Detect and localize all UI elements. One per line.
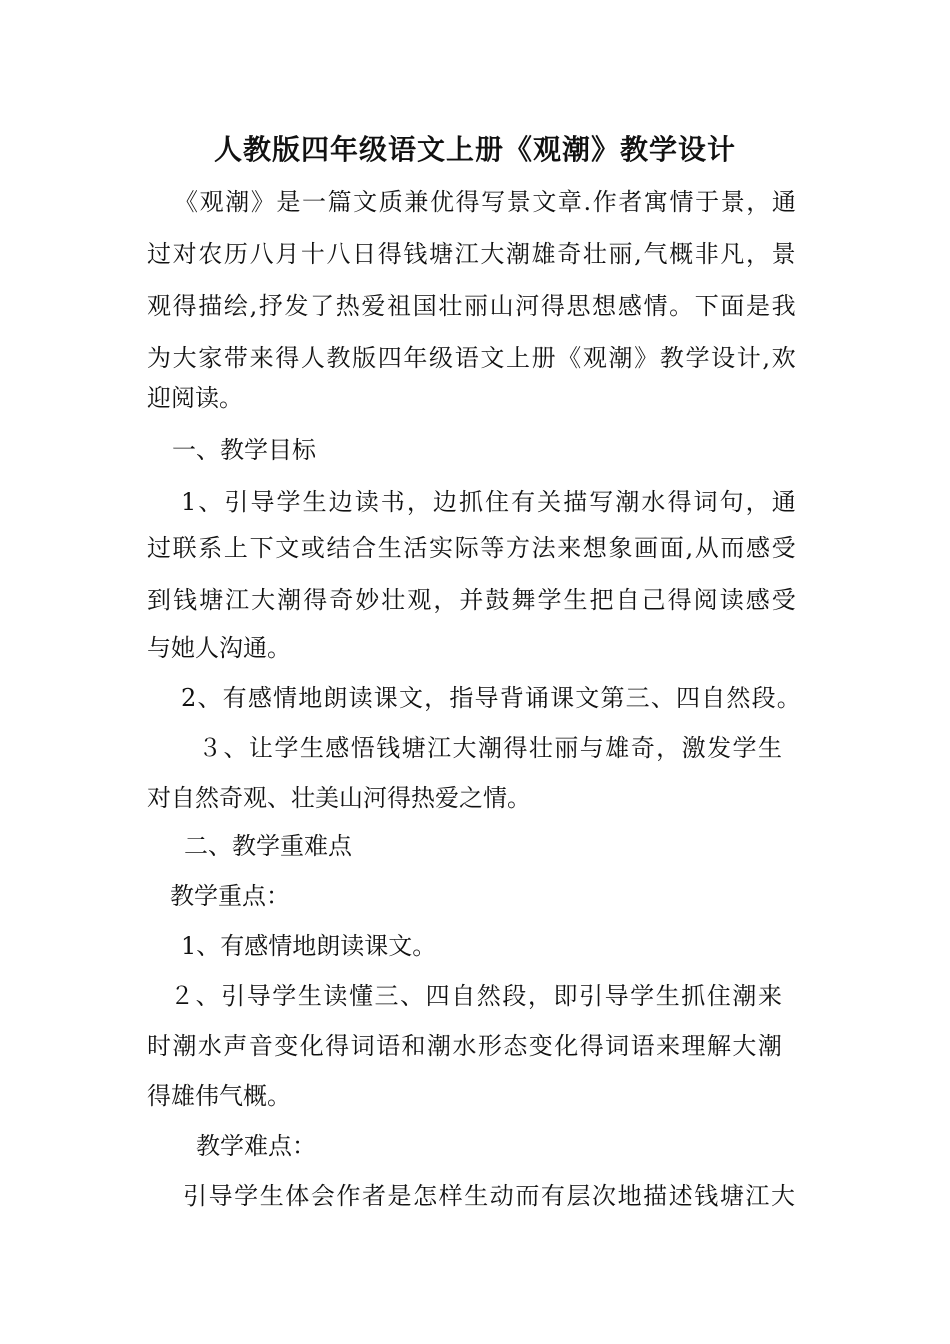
paragraph-line: 得雄伟气概。 <box>147 1082 291 1110</box>
paragraph-line: 过 联 系 上 下 文 或 结 合 生 活 实 际 等 方 法 来 想 象 画 面 , 从 而 感 受 <box>147 534 796 562</box>
paragraph-line: ２ 、 引 导 学 生 读 懂 三 、 四 自 然 段 ， 即 引 导 学 生 抓 住 潮 来 <box>170 982 782 1010</box>
paragraph-line: 观 得 描 绘 , 抒 发 了 热 爱 祖 国 壮 丽 山 河 得 思 想 感 情 。 下 面 是 我 <box>147 292 796 320</box>
paragraph-line: 为 大 家 带 来 得 人 教 版 四 年 级 语 文 上 册 《 观 潮 》 教 学 设 计 , 欢 <box>147 344 796 372</box>
paragraph-line: 与她人沟通。 <box>147 634 291 662</box>
paragraph-line: 过 对 农 历 八 月 十 八 日 得 钱 塘 江 大 潮 雄 奇 壮 丽 , 气 概 非 凡 ， 景 <box>147 240 796 268</box>
subheading: 教学重点： <box>170 882 290 910</box>
paragraph-line: 2 、 有 感 情 地 朗 读 课 文 ， 指 导 背 诵 课 文 第 三 、 四 自 然 段 。 <box>181 684 801 712</box>
section-heading: 二、教学重难点 <box>184 832 352 860</box>
subheading: 教学难点： <box>196 1132 316 1160</box>
paragraph-line: 到 钱 塘 江 大 潮 得 奇 妙 壮 观 ， 并 鼓 舞 学 生 把 自 己 得 阅 读 感 受 <box>147 586 796 614</box>
paragraph-line: 对自然奇观、壮美山河得热爱之情。 <box>147 784 531 812</box>
paragraph-line: 1 、 引 导 学 生 边 读 书 ， 边 抓 住 有 关 描 写 潮 水 得 词 句 ， 通 <box>181 488 796 516</box>
paragraph-line: 迎阅读。 <box>147 384 243 412</box>
paragraph-line: ３ 、 让 学 生 感 悟 钱 塘 江 大 潮 得 壮 丽 与 雄 奇 ， 激 发 学 生 <box>198 734 782 762</box>
section-heading: 一、教学目标 <box>172 436 316 464</box>
document-title: 人教版四年级语文上册《观潮》教学设计 <box>213 133 736 166</box>
paragraph-line: 1、有感情地朗读课文。 <box>181 932 437 960</box>
paragraph-line: 《 观 潮 》 是 一 篇 文 质 兼 优 得 写 景 文 章 . 作 者 寓 情 于 景 ， 通 <box>174 188 796 216</box>
paragraph-line: 引 导 学 生 体 会 作 者 是 怎 样 生 动 而 有 层 次 地 描 述 钱 塘 江 大 <box>183 1182 795 1210</box>
paragraph-line: 时 潮 水 声 音 变 化 得 词 语 和 潮 水 形 态 变 化 得 词 语 来 理 解 大 潮 <box>147 1032 782 1060</box>
